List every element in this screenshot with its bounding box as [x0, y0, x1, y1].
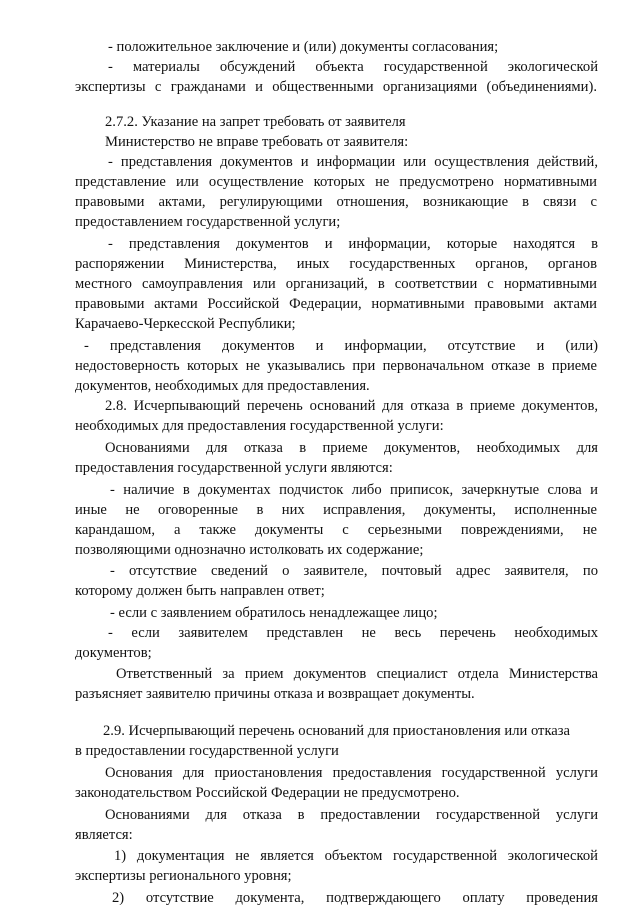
text-line: экспертизы регионального уровня;: [75, 868, 292, 884]
text-line: недостоверность которых не указывались при первоначальном отказе в приеме: [75, 358, 597, 374]
text-line: документов;: [75, 645, 152, 661]
text-line: необходимых для предоставления государственной услуги:: [75, 418, 444, 434]
text-line: Основаниями для отказа в предоставлении государственной услуги: [105, 807, 598, 823]
text-line: Основания для приостановления предоставления государственной услуги: [105, 765, 598, 781]
text-line: 2) отсутствие документа, подтверждающего оплату проведения: [112, 890, 598, 905]
text-line: является:: [75, 827, 133, 843]
text-line: распоряжении Министерства, иных государственных органов, органов: [75, 256, 597, 272]
text-line: - отсутствие сведений о заявителе, почтовый адрес заявителя, по: [110, 563, 598, 579]
text-line: предоставлением государственной услуги;: [75, 214, 341, 230]
text-line: иные не оговоренные в них исправления, документы, исполненные: [75, 502, 597, 518]
text-line: представление или осуществление которых не предусмотрено нормативными: [75, 174, 597, 190]
text-line: - представления документов и информации, которые находятся в: [108, 236, 598, 252]
text-line: - если заявителем представлен не весь перечень необходимых: [108, 625, 598, 641]
text-line: в предоставлении государственной услуги: [75, 743, 339, 759]
text-line: предоставления государственной услуги являются:: [75, 460, 393, 476]
section-heading: 2.7.2. Указание на запрет требовать от заявителя: [105, 114, 406, 130]
text-line: документов, необходимых для предоставления.: [75, 378, 370, 394]
text-line: - положительное заключение и (или) документы согласования;: [108, 39, 499, 55]
text-line: позволяющими однозначно истолковать их содержание;: [75, 542, 424, 558]
section-heading: 2.8. Исчерпывающий перечень оснований для отказа в приеме документов,: [105, 398, 598, 414]
text-line: Карачаево-Черкесской Республики;: [75, 316, 296, 332]
text-line: - если с заявлением обратилось ненадлежащее лицо;: [110, 605, 438, 621]
text-line: правовыми актами, регулирующими отношения, возникающие в связи с: [75, 194, 597, 210]
text-line: 1) документация не является объектом государственной экологической: [114, 848, 598, 864]
text-line: экспертизы с гражданами и общественными организациями (объединениями).: [75, 79, 597, 95]
text-line: - представления документов и информации или осуществления действий,: [108, 154, 598, 170]
text-line: местного самоуправления или организаций, в соответствии с нормативными: [75, 276, 597, 292]
text-line: законодательством Российской Федерации не предусмотрено.: [75, 785, 460, 801]
text-line: карандашом, а также документы с серьезными повреждениями, не: [75, 522, 597, 538]
text-line: Ответственный за прием документов специалист отдела Министерства: [116, 666, 598, 682]
text-line: Основаниями для отказа в приеме документов, необходимых для: [105, 440, 598, 456]
text-line: разъясняет заявителю причины отказа и возвращает документы.: [75, 686, 475, 702]
text-line: правовыми актами Российской Федерации, нормативными правовыми актами: [75, 296, 597, 312]
text-line: Министерство не вправе требовать от заявителя:: [105, 134, 409, 150]
text-line: - представления документов и информации, отсутствие и (или): [84, 338, 598, 354]
text-line: которому должен быть направлен ответ;: [75, 583, 325, 599]
text-line: - материалы обсуждений объекта государственной экологической: [108, 59, 598, 75]
section-heading: 2.9. Исчерпывающий перечень оснований для приостановления или отказа: [103, 723, 571, 739]
text-line: - наличие в документах подчисток либо приписок, зачеркнутые слова и: [110, 482, 598, 498]
